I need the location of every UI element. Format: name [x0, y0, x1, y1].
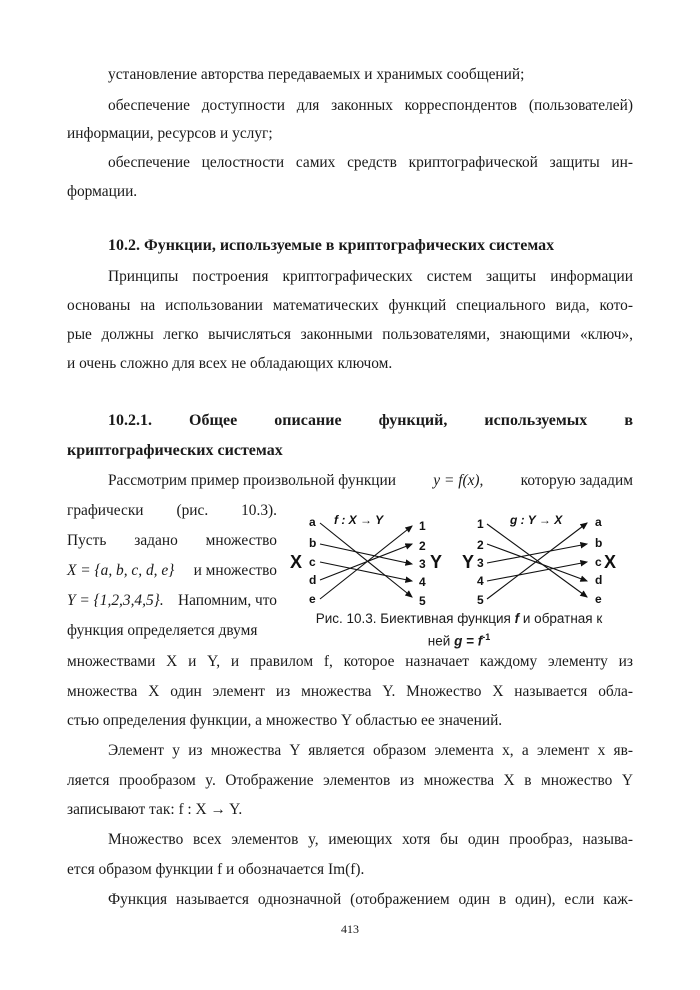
text-line: рые должны легко вычисляться законными пользователями, знающими «ключ», — [67, 326, 633, 343]
left-codomain-element: 2 — [419, 539, 426, 553]
caption-text: ней — [427, 633, 451, 649]
left-codomain-element: 5 — [419, 594, 426, 608]
text-line: информации, ресурсов и услуг; — [67, 125, 273, 142]
set-x-label: X — [604, 552, 617, 572]
text-line: множествами X и Y, и правилом f, которое назначает каждому элементу из — [67, 653, 633, 670]
text-line: функция определяется двумя — [67, 622, 258, 639]
formula: X = {a, b, c, d, e} — [67, 562, 175, 579]
mapping-arrow — [320, 523, 412, 597]
mapping-arrow — [320, 526, 412, 599]
text-segment: и множество — [193, 562, 277, 579]
left-domain-element: e — [309, 592, 316, 606]
mapping-arrow — [487, 544, 587, 581]
text-line: Пусть задано множество — [67, 532, 277, 549]
text-line: ется образом функции f и обозначается Im(f). — [67, 861, 365, 878]
text-line: записывают так: f : X → Y. — [67, 801, 243, 818]
text-line: Принципы построения криптографических систем защиты информации — [108, 268, 633, 285]
right-domain-element: 1 — [477, 517, 484, 531]
caption-text: и обратная к — [522, 611, 603, 626]
text-segment: Рассмотрим пример произвольной функции — [108, 472, 397, 489]
page-number: 413 — [341, 922, 359, 936]
right-domain-element: 5 — [477, 593, 484, 607]
left-codomain-element: 4 — [419, 575, 426, 589]
text-line: ляется прообразом y. Отображение элементов из множества X в множество Y — [67, 772, 633, 789]
text-line: Функция называется однозначной (отображением один в один), если каж- — [108, 891, 633, 908]
caption-symbol: f — [514, 611, 520, 626]
left-domain-element: a — [309, 515, 316, 529]
text-line: обеспечение целостности самих средств криптографической защиты ин- — [108, 154, 633, 171]
left-domain-element: d — [309, 573, 317, 587]
mapping-diagram — [282, 510, 642, 610]
text-line: и очень сложно для всех не обладающих ключом. — [67, 355, 393, 372]
formula: Y = {1,2,3,4,5}. — [67, 592, 164, 609]
text-line: графически (рис. 10.3). — [67, 502, 277, 519]
left-domain-element: b — [309, 536, 317, 550]
text-segment: Напомним, что — [178, 592, 277, 609]
text-line — [67, 562, 277, 580]
formula: y = f(x), — [433, 472, 484, 489]
text-line: множества X один элемент из множества Y. Множество X называется обла- — [67, 683, 633, 700]
text-line: Множество всех элементов y, имеющих хотя бы один прообраз, называ- — [108, 831, 633, 848]
text-line: обеспечение доступности для законных корреспондентов (пользователей) — [108, 97, 633, 114]
right-domain-element: 2 — [477, 538, 484, 552]
subsection-heading: криптографических системах — [67, 442, 283, 459]
text-line: основаны на использовании математических функций специального вида, кото- — [67, 297, 633, 314]
mapping-arrow — [320, 562, 412, 581]
caption-formula: g = f — [454, 633, 483, 649]
right-domain-element: 4 — [477, 574, 484, 588]
left-codomain-element: 3 — [419, 557, 426, 571]
caption-text: Рис. 10.3. Биективная функция — [315, 611, 511, 626]
left-map-label: f : X → Y — [334, 513, 384, 527]
right-codomain-element: a — [595, 515, 602, 529]
mapping-arrow — [320, 544, 412, 564]
set-y-label: Y — [462, 552, 475, 572]
text-segment: которую зададим — [520, 472, 633, 489]
subsection-heading: 10.2.1. Общее описание функций, используемых в — [108, 412, 633, 429]
right-codomain-element: e — [595, 592, 602, 606]
left-domain-element: c — [309, 555, 316, 569]
right-codomain-element: d — [595, 573, 603, 587]
text-line — [108, 472, 633, 490]
text-line: Элемент y из множества Y является образом элемента x, а элемент x яв- — [108, 742, 633, 759]
text-line: формации. — [67, 183, 138, 200]
caption-superscript: -1 — [482, 632, 491, 642]
text-line: установление авторства передаваемых и хранимых сообщений; — [108, 66, 525, 83]
right-codomain-element: c — [595, 555, 602, 569]
right-map-label: g : Y → X — [510, 513, 563, 527]
bijective-function-figure — [282, 510, 642, 655]
right-domain-element: 3 — [477, 556, 484, 570]
set-x-label: X — [290, 552, 303, 572]
section-heading: 10.2. Функции, используемые в криптографических системах — [108, 237, 555, 254]
right-codomain-element: b — [595, 536, 603, 550]
set-y-label: Y — [430, 552, 443, 572]
text-line: стью определения функции, а множество Y областью ее значений. — [67, 712, 503, 729]
left-codomain-element: 1 — [419, 519, 426, 533]
mapping-arrow — [487, 562, 587, 581]
text-line — [67, 592, 277, 610]
figure-caption — [294, 610, 624, 651]
